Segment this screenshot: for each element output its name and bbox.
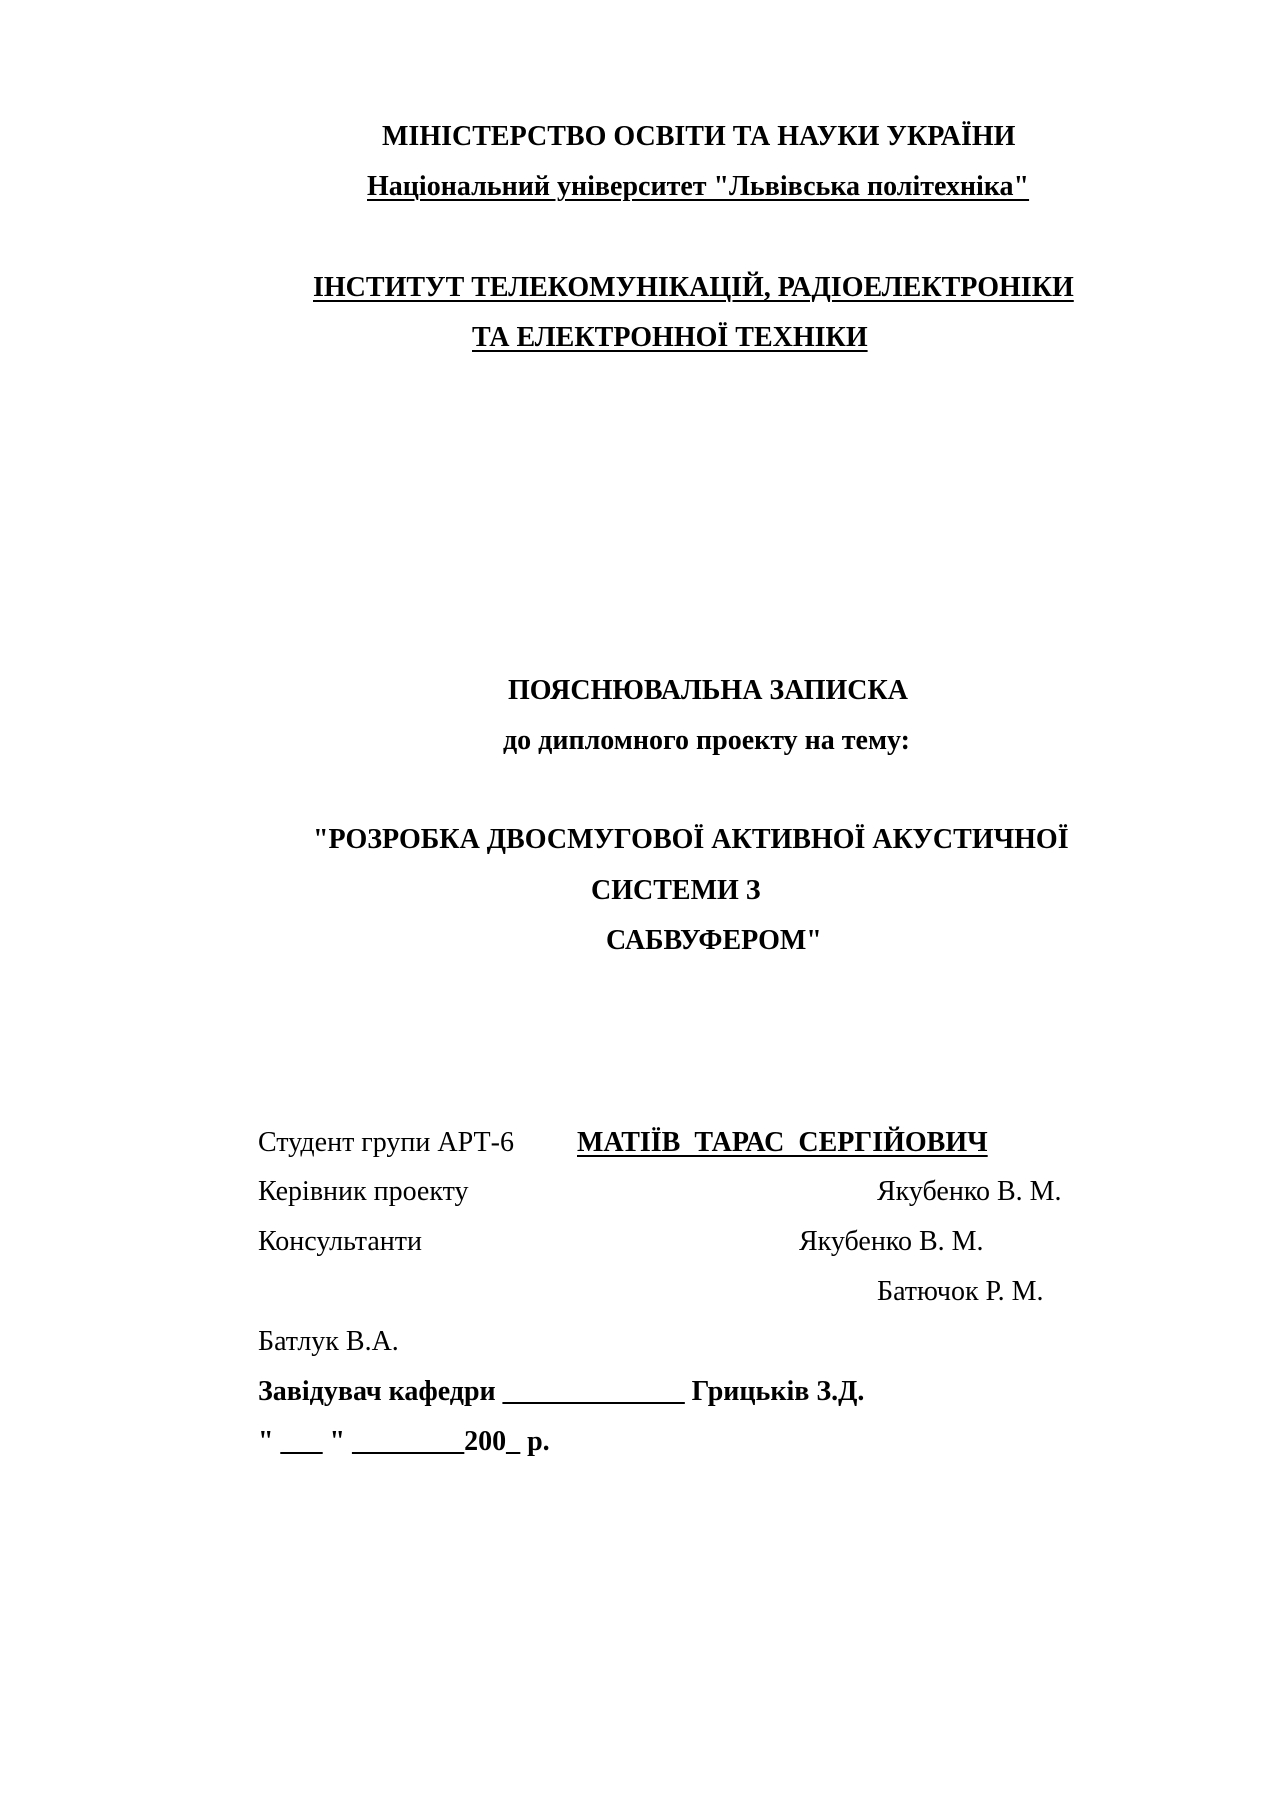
document-subtitle: до дипломного проекту на тему:	[503, 725, 910, 756]
ministry-heading: МІНІСТЕРСТВО ОСВІТИ ТА НАУКИ УКРАЇНИ	[382, 121, 1016, 152]
department-head-label: Завідувач кафедри	[258, 1376, 496, 1407]
consultant-2: Батючок Р. М.	[877, 1276, 1044, 1307]
supervisor-label: Керівник проекту	[258, 1176, 469, 1207]
consultant-1: Якубенко В. М.	[799, 1226, 984, 1257]
department-head-name: Грицьків З.Д.	[691, 1376, 865, 1407]
date-line: " ___ " ________200_ р.	[258, 1426, 550, 1457]
institute-line-2: ТА ЕЛЕКТРОННОЇ ТЕХНІКИ	[472, 322, 868, 353]
signature-blank: _____________	[502, 1376, 685, 1407]
topic-line-3: САБВУФЕРОМ"	[606, 925, 822, 956]
institute-line-1: ІНСТИТУТ ТЕЛЕКОМУНІКАЦІЙ, РАДІОЕЛЕКТРОНІКИ	[313, 272, 1074, 303]
student-name: МАТІЇВ ТАРАС СЕРГІЙОВИЧ	[577, 1127, 988, 1158]
consultants-label: Консультанти	[258, 1226, 422, 1257]
topic-line-1: "РОЗРОБКА ДВОСМУГОВОЇ АКТИВНОЇ АКУСТИЧНОЇ	[313, 824, 1069, 855]
department-head-row	[258, 1375, 864, 1409]
university-name: Національний університет "Львівська політехніка"	[367, 171, 1030, 202]
student-label: Студент групи АРТ-6	[258, 1127, 514, 1158]
supervisor-name: Якубенко В. М.	[877, 1176, 1062, 1207]
topic-line-2: СИСТЕМИ З	[591, 875, 761, 906]
consultant-3: Батлук В.А.	[258, 1326, 399, 1357]
document-type-title: ПОЯСНЮВАЛЬНА ЗАПИСКА	[508, 675, 909, 706]
